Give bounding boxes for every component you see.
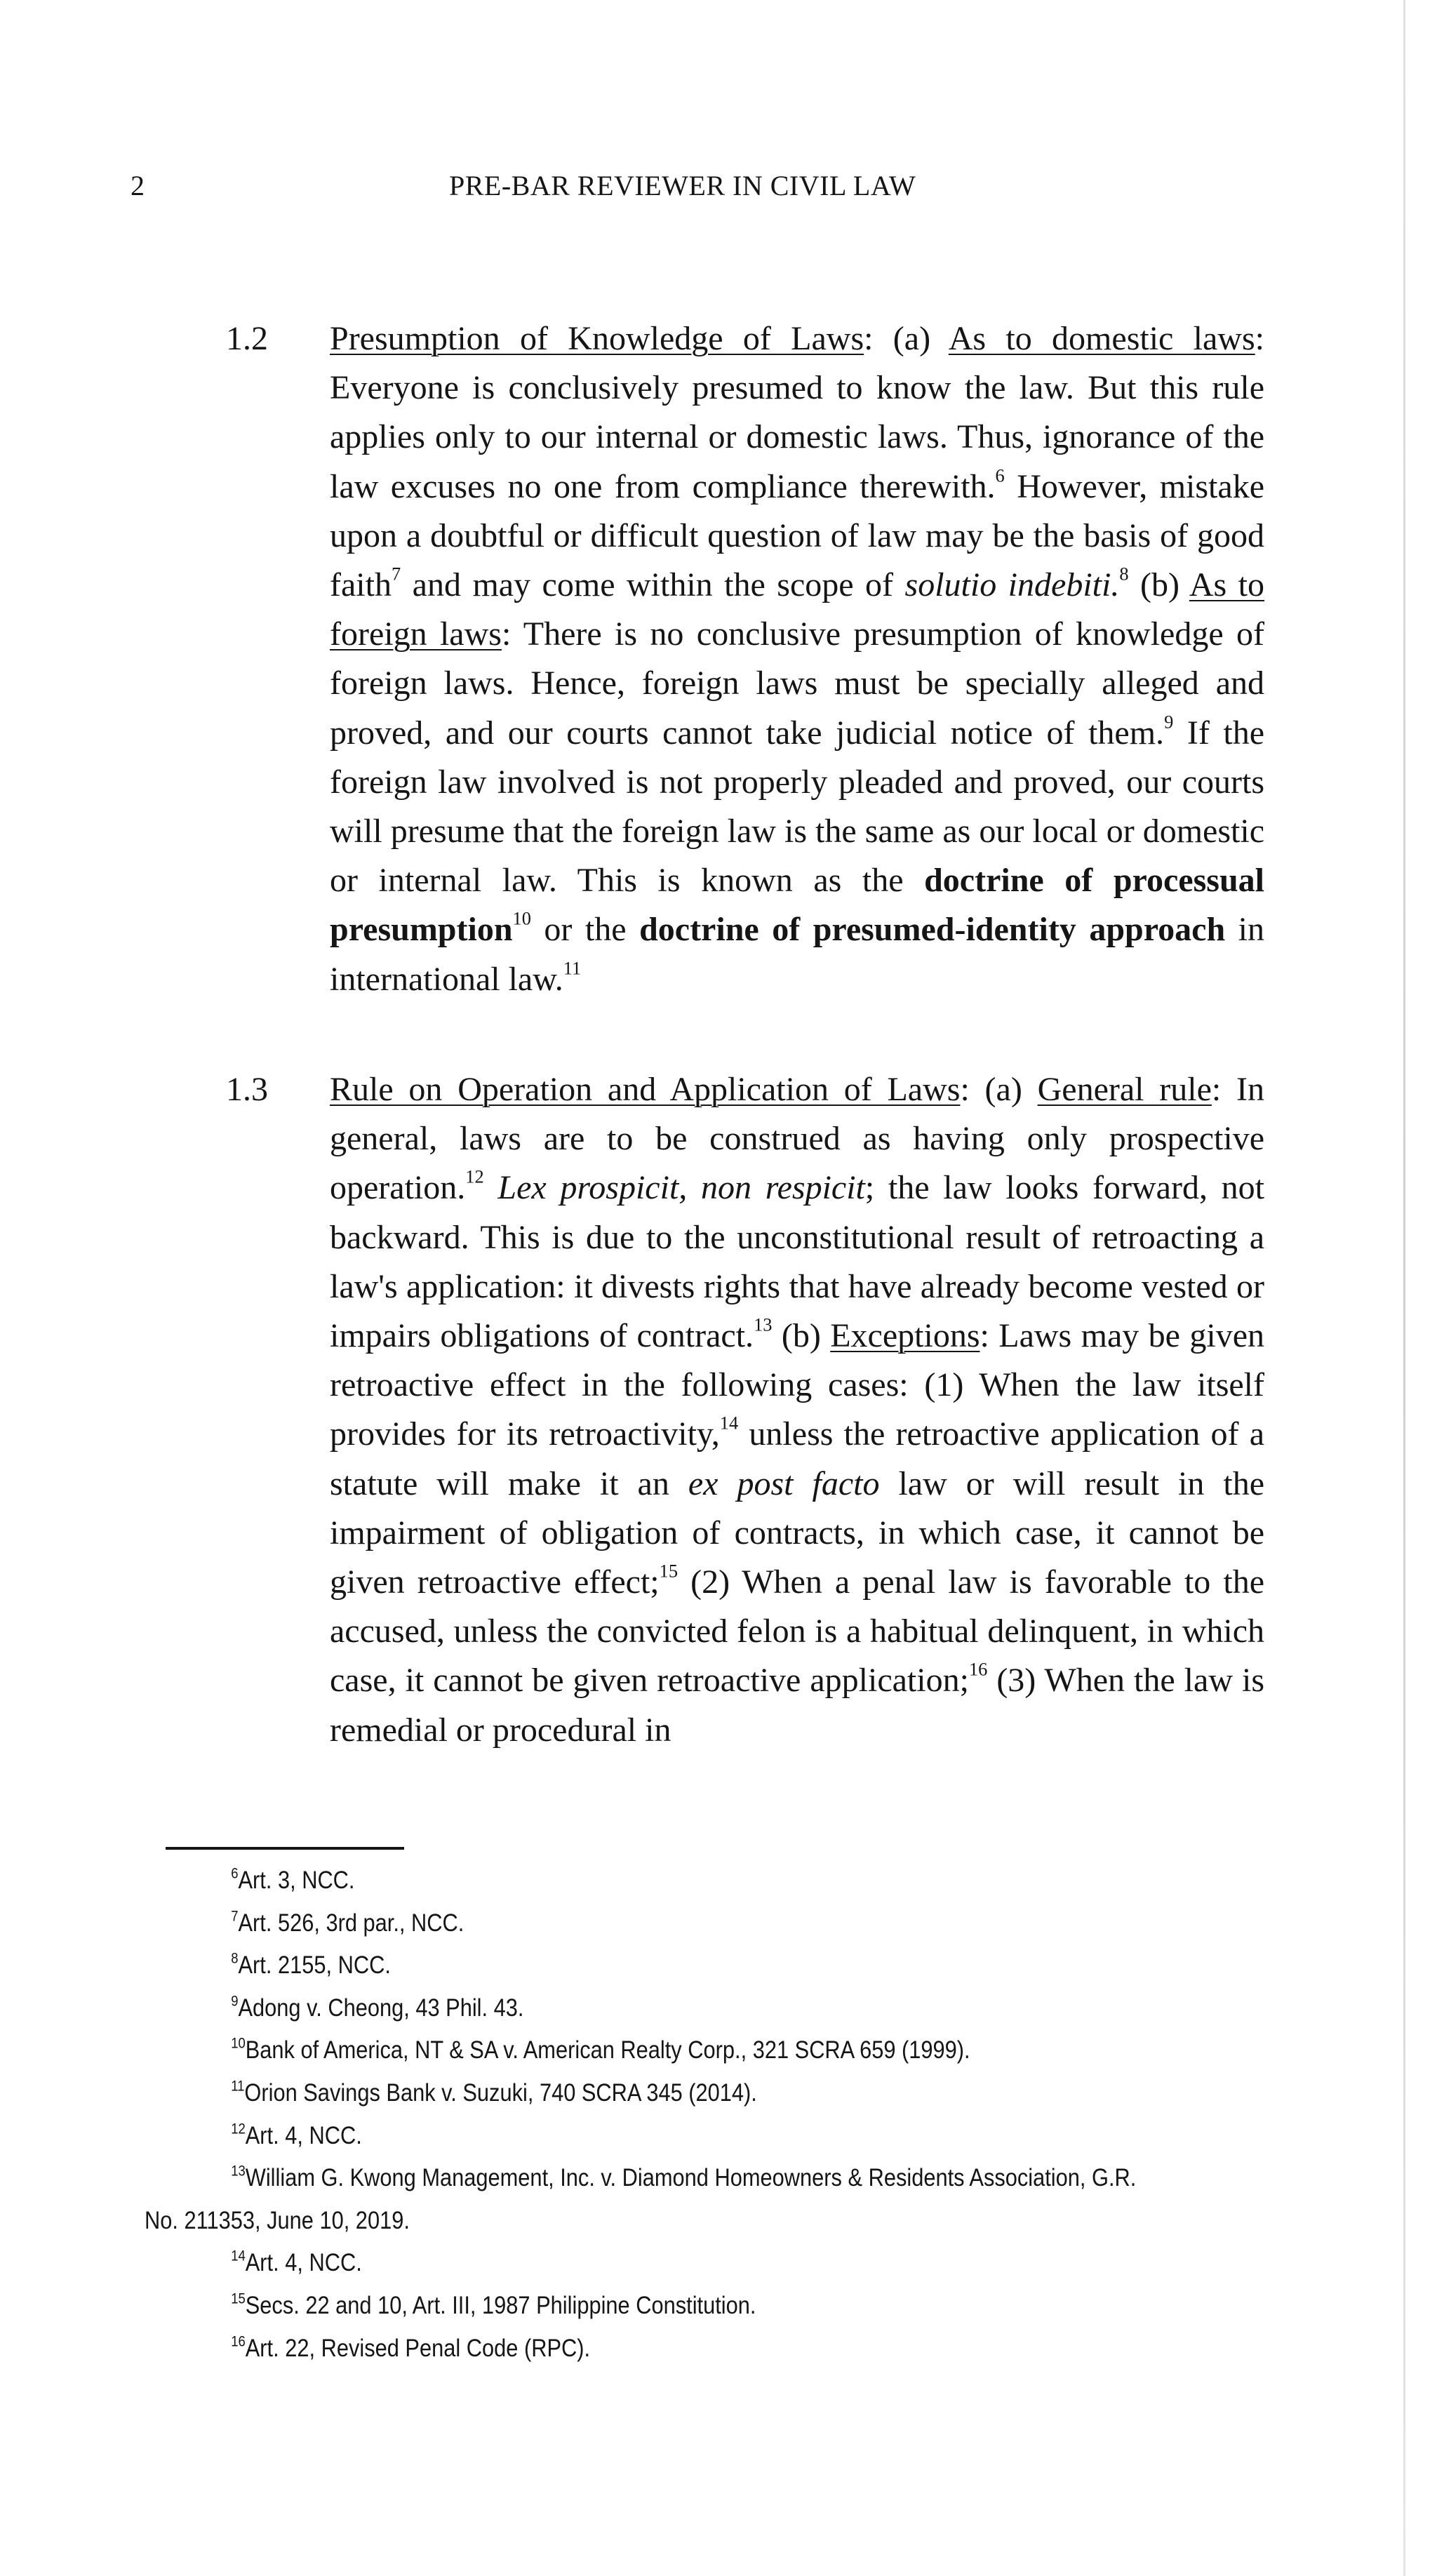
subheading-general-rule: General rule <box>1037 1071 1212 1108</box>
footnote-item: $^6$Art. 3, NCC. <box>231 1865 355 1894</box>
footnote-item: $^{15}$Secs. 22 and 10, Art. III, 1987 Philippine Constitution. <box>231 2290 756 2319</box>
page-edge-shadow <box>1403 0 1405 2576</box>
latin-maxim: Lex prospicit, non respicit <box>497 1169 865 1207</box>
latin-term: ex post facto <box>688 1464 880 1502</box>
footnote-ref: 14 <box>719 1412 739 1434</box>
footnote-item: $^{11}$Orion Savings Bank v. Suzuki, 740 SCRA 345 (2014). <box>231 2078 757 2107</box>
footnote-ref: 7 <box>391 563 401 585</box>
section-body: Rule on Operation and Application of Laws: (a) General rule: In general, laws are to be construed as having only prospective operation.$^{12}$ Lex prospicit, non respicit; the law looks forward, not backward. This is due to the unconstitutional result of retroacting a law's application: it divests rights that have already become vested or impairs obligations of contract.$^{13}$ (b) Exceptions: Laws may be given retroactive effect in the following cases: (1) When the law itself provides for its retroactivity,$^{14}$ unless the retroactive application of a statute will make it an ex post facto law or will result in the impairment of obligation of contracts, in which case, it cannot be given retroactive effect;$^{15}$ (2) When a penal law is favorable to the accused, unless the convicted felon is a habitual delinquent, in which case, it cannot be given retroactive application;$^{16}$ (3) When the law is remedial or procedural in <box>330 1071 1265 1749</box>
footnote-item: $^{13}$William G. Kwong Management, Inc. v. Diamond Homeowners & Residents Association, G.R. No. 211353, June 10, 2019. <box>145 2163 1137 2234</box>
footnote-item: $^8$Art. 2155, NCC. <box>231 1950 391 1980</box>
footnote-ref: 6 <box>995 465 1005 486</box>
footnote-ref: 9 <box>1164 711 1174 733</box>
footnote-divider <box>166 1847 404 1850</box>
footnote-ref: 12 <box>465 1166 484 1187</box>
subheading-exceptions: Exceptions <box>830 1317 980 1355</box>
doctrine-term: doctrine of presumed-identity approach <box>639 911 1226 949</box>
section-number: 1.2 <box>226 320 268 357</box>
footnote-item: $^{12}$Art. 4, NCC. <box>231 2120 362 2149</box>
section-1-2 <box>226 314 1264 1004</box>
section-1-3 <box>226 1065 1264 1755</box>
footnote-item: $^{14}$Art. 4, NCC. <box>231 2248 362 2277</box>
footnote-item: $^{10}$Bank of America, NT & SA v. American Realty Corp., 321 SCRA 659 (1999). <box>231 2035 970 2064</box>
section-number: 1.3 <box>226 1071 268 1108</box>
section-body: Presumption of Knowledge of Laws: (a) As to domestic laws: Everyone is conclusively presumed to know the law. But this rule applies only to our internal or domestic laws. Thus, ignorance of the law excuses no one from compliance therewith.$^6$ However, mistake upon a doubtful or difficult question of law may be the basis of good faith$^7$ and may come within the scope of solutio indebiti.$^8$ (b) As to foreign laws: There is no conclusive presumption of knowledge of foreign laws. Hence, foreign laws must be specially alleged and proved, and our courts cannot take judicial notice of them.$^9$ If the foreign law involved is not properly pleaded and proved, our courts will presume that the foreign law is the same as our local or domestic or internal law. This is known as the doctrine of processual presumption$^{10}$ or the doctrine of presumed-identity approach in international law.$^{11}$ <box>330 320 1265 998</box>
footnote-item: $^9$Adong v. Cheong, 43 Phil. 43. <box>231 1993 524 2022</box>
subheading-domestic: As to domestic laws <box>948 320 1255 357</box>
footnotes <box>145 1860 1139 2370</box>
page-number: 2 <box>131 170 145 201</box>
footnote-ref: 11 <box>563 957 582 979</box>
footnote-item: $^{16}$Art. 22, Revised Penal Code (RPC). <box>231 2333 591 2362</box>
running-head: PRE-BAR REVIEWER IN CIVIL LAW <box>449 170 916 201</box>
footnote-item: $^7$Art. 526, 3rd par., NCC. <box>231 1907 464 1937</box>
section-heading: Rule on Operation and Application of Laws <box>330 1071 961 1108</box>
footnote-ref: 15 <box>659 1560 679 1582</box>
footnote-ref: 8 <box>1119 563 1129 585</box>
subheading-foreign: As to foreign laws <box>330 566 1265 653</box>
footnote-ref: 10 <box>512 908 531 929</box>
doctrine-term: doctrine of processual presumption <box>330 862 1264 949</box>
footnote-ref: 16 <box>968 1659 988 1680</box>
latin-term: solutio indebiti. <box>904 566 1120 604</box>
section-heading: Presumption of Knowledge of Laws <box>330 320 864 357</box>
footnote-ref: 13 <box>754 1314 773 1335</box>
